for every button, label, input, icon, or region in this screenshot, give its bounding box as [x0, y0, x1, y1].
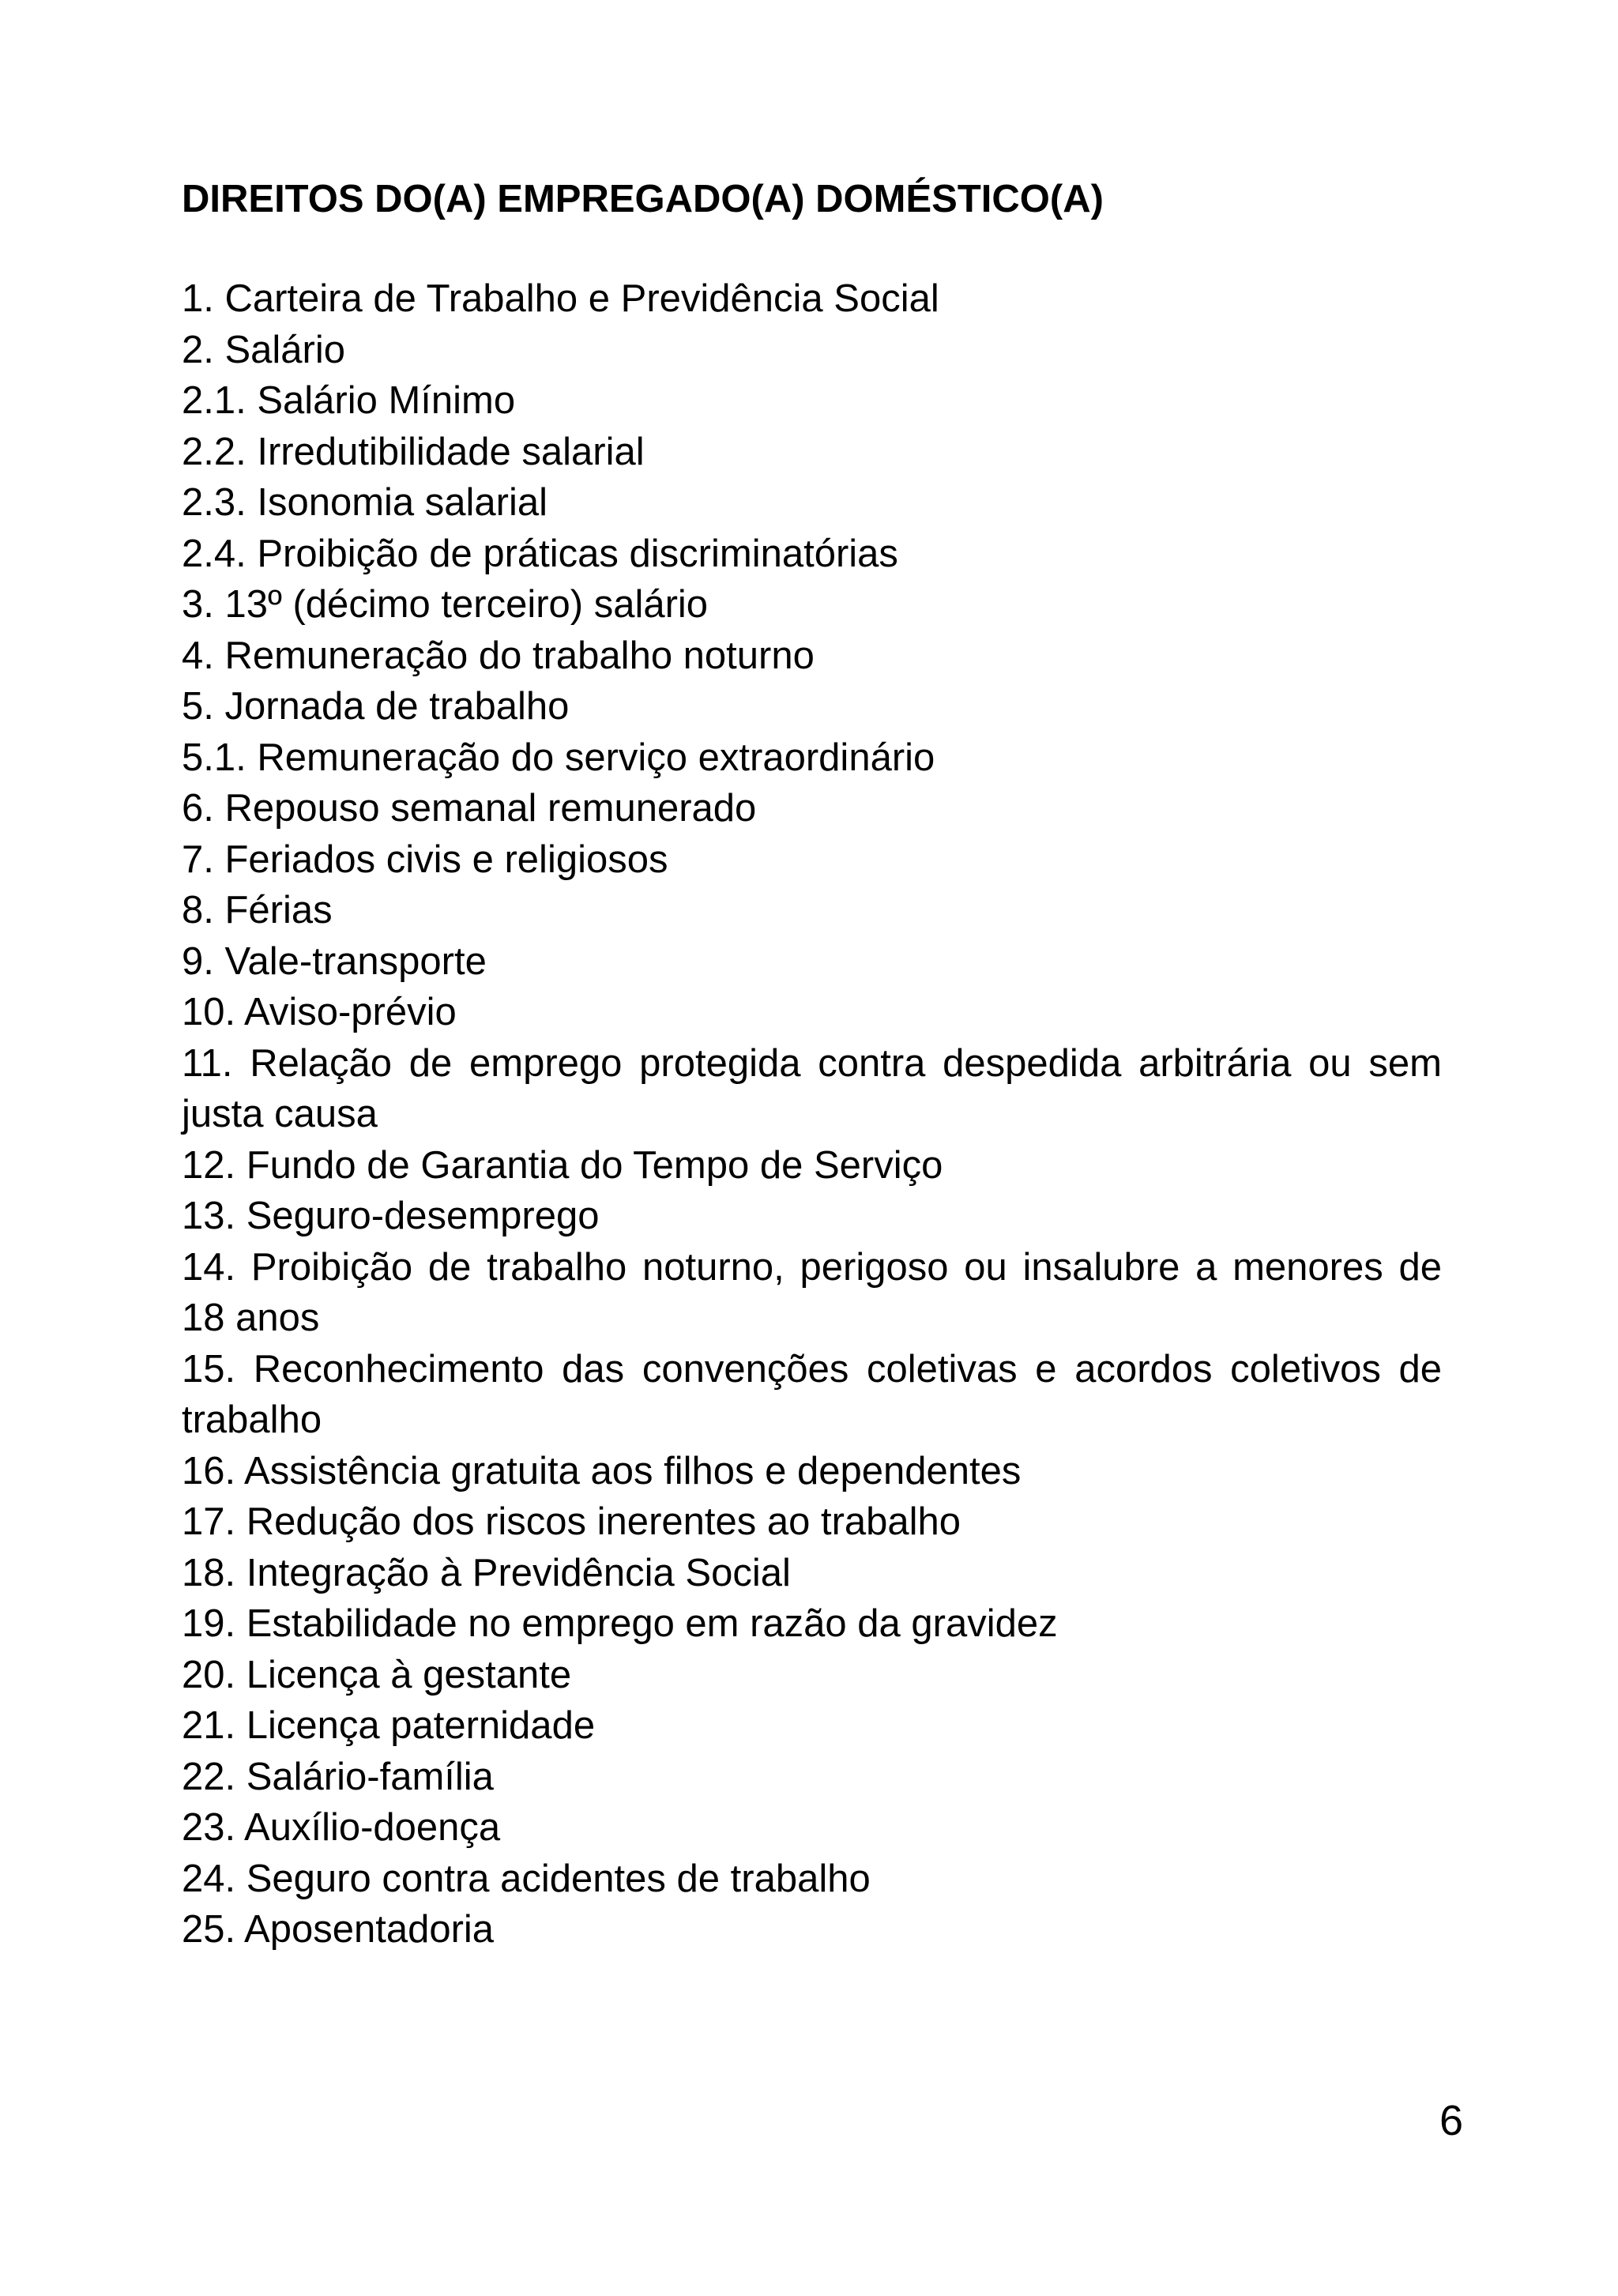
list-item: 2.3. Isonomia salarial — [182, 481, 548, 524]
list-item: 23. Auxílio-doença — [182, 1806, 501, 1849]
list-item: 2.1. Salário Mínimo — [182, 379, 516, 422]
list-item: 20. Licença à gestante — [182, 1653, 572, 1696]
list-item: 16. Assistência gratuita aos filhos e dependentes — [182, 1449, 1022, 1492]
list-item: 5. Jornada de trabalho — [182, 685, 570, 728]
page-title: DIREITOS DO(A) EMPREGADO(A) DOMÉSTICO(A) — [182, 178, 1104, 220]
page-number: 6 — [1439, 2097, 1463, 2144]
list-item: 11. Relação de emprego protegida contra despedida arbitrária ou sem justa causa — [182, 1041, 1442, 1135]
list-item: 13. Seguro-desemprego — [182, 1195, 600, 1237]
list-item: 15. Reconhecimento das convenções coletivas e acordos coletivos de trabalho — [182, 1347, 1442, 1441]
list-item: 4. Remuneração do trabalho noturno — [182, 634, 815, 677]
list-item: 19. Estabilidade no emprego em razão da gravidez — [182, 1602, 1058, 1645]
list-item: 1. Carteira de Trabalho e Previdência Social — [182, 277, 939, 320]
list-item: 9. Vale-transporte — [182, 939, 487, 983]
list-item: 22. Salário-família — [182, 1755, 494, 1798]
list-item: 7. Feriados civis e religiosos — [182, 837, 668, 881]
list-item: 17. Redução dos riscos inerentes ao trabalho — [182, 1500, 961, 1543]
list-item: 2.2. Irredutibilidade salarial — [182, 430, 645, 473]
list-item: 2.4. Proibição de práticas discriminatórias — [182, 532, 898, 575]
list-item: 12. Fundo de Garantia do Tempo de Serviço — [182, 1143, 943, 1187]
list-item: 3. 13º (décimo terceiro) salário — [182, 583, 709, 626]
list-item: 6. Repouso semanal remunerado — [182, 787, 757, 830]
list-item: 24. Seguro contra acidentes de trabalho — [182, 1857, 871, 1900]
list-item: 5.1. Remuneração do serviço extraordinário — [182, 736, 935, 779]
list-item: 14. Proibição de trabalho noturno, perigoso ou insalubre a menores de 18 anos — [182, 1245, 1442, 1339]
list-item: 18. Integração à Previdência Social — [182, 1551, 791, 1594]
list-item: 2. Salário — [182, 328, 346, 371]
list-item: 8. Férias — [182, 889, 333, 932]
list-item: 21. Licença paternidade — [182, 1704, 596, 1747]
list-item: 25. Aposentadoria — [182, 1908, 495, 1951]
list-item: 10. Aviso-prévio — [182, 991, 457, 1033]
rights-list — [182, 273, 1442, 1955]
